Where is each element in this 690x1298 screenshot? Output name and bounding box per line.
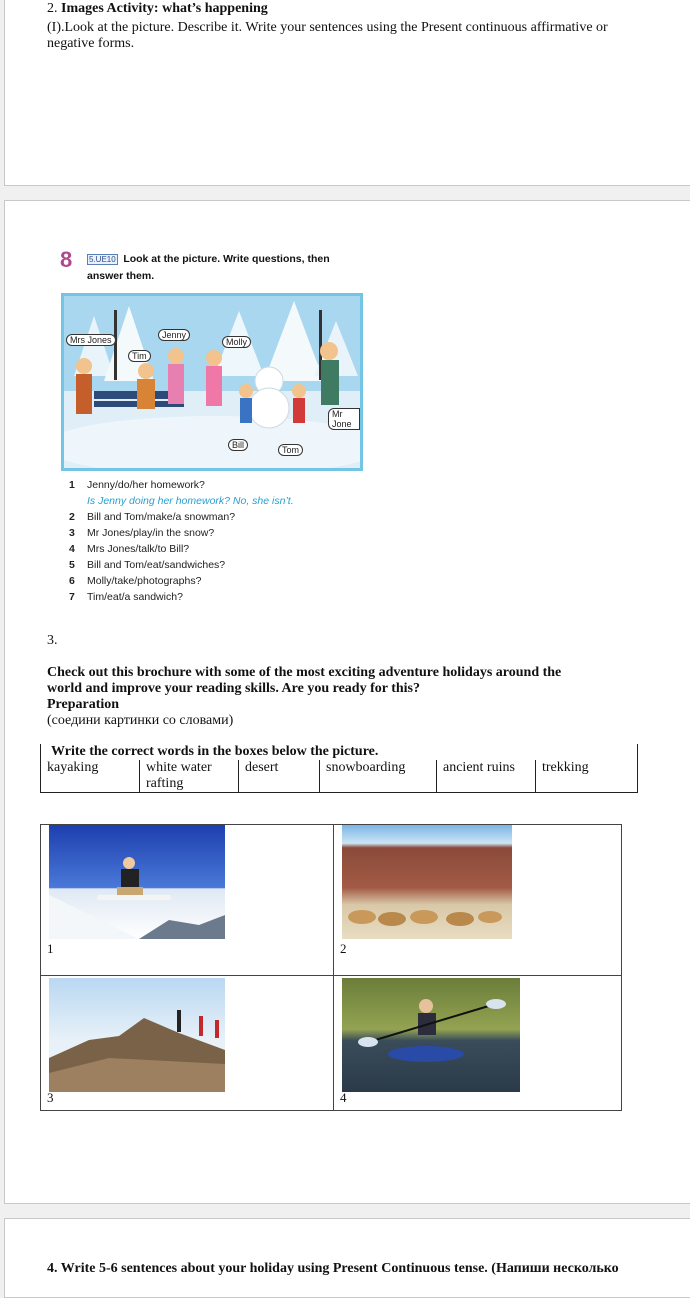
label-bill: Bill bbox=[228, 439, 248, 451]
snowboarding-photo bbox=[49, 825, 225, 939]
section-number: 2. bbox=[47, 1, 58, 16]
picture-grid bbox=[40, 824, 622, 1111]
exercise-number: 8 bbox=[60, 247, 73, 272]
winter-scene-drawing bbox=[64, 296, 360, 468]
section-3-intro: Check out this brochure with some of the most exciting adventure holidays around the world and improve your reading skills. Are you ready for this? Preparation (соедини картинки со словами) bbox=[47, 665, 647, 729]
word-cell: desert bbox=[239, 760, 320, 793]
trekking-photo bbox=[49, 978, 225, 1092]
word-table bbox=[40, 744, 638, 793]
label-tim: Tim bbox=[128, 350, 151, 362]
picture-number: 2 bbox=[340, 941, 347, 956]
question-answer: Is Jenny doing her homework? No, she isn’t. bbox=[87, 495, 294, 507]
russian-note: (соедини картинки со словами) bbox=[47, 713, 234, 728]
question-item: 6 Molly/take/photographs? bbox=[69, 575, 202, 587]
question-list bbox=[69, 477, 294, 605]
section-2-card bbox=[4, 0, 690, 186]
question-item: 3 Mr Jones/play/in the snow? bbox=[69, 527, 215, 539]
label-mr-jones: Mr Jone bbox=[328, 408, 360, 430]
picture-number: 4 bbox=[340, 1090, 347, 1105]
word-cell: kayaking bbox=[41, 760, 140, 793]
question-item: 7 Tim/eat/a sandwich? bbox=[69, 591, 183, 603]
label-tom: Tom bbox=[278, 444, 303, 456]
question-item: 5 Bill and Tom/eat/sandwiches? bbox=[69, 559, 226, 571]
question-item: 1 Jenny/do/her homework? bbox=[69, 479, 205, 491]
word-cell: snowboarding bbox=[320, 760, 437, 793]
desert-photo bbox=[342, 825, 512, 939]
section-title: Images Activity: what’s happening bbox=[61, 1, 268, 16]
exercise-instruction: 5.UE10 Look at the picture. Write questions, then answer them. bbox=[87, 253, 330, 282]
unit-badge: 5.UE10 bbox=[89, 255, 116, 264]
question-item: 2 Bill and Tom/make/a snowman? bbox=[69, 511, 236, 523]
picture-cell bbox=[41, 825, 334, 976]
section-2-instruction: (I).Look at the picture. Describe it. Write your sentences using the Present continuous affirmative or negative forms. bbox=[47, 20, 608, 51]
picture-number: 1 bbox=[47, 941, 54, 956]
section-4-text: 4. Write 5-6 sentences about your holiday using Present Continuous tense. (Напиши несколько bbox=[47, 1261, 619, 1276]
word-cell: trekking bbox=[536, 760, 638, 793]
picture-number: 3 bbox=[47, 1090, 54, 1105]
word-cell: white water rafting bbox=[140, 760, 239, 793]
section-2-heading bbox=[47, 1, 268, 17]
label-mrs-jones: Mrs Jones bbox=[66, 334, 116, 346]
picture-cell bbox=[334, 976, 622, 1111]
winter-park-illustration bbox=[61, 293, 363, 471]
question-item: 4 Mrs Jones/talk/to Bill? bbox=[69, 543, 190, 555]
picture-cell bbox=[41, 976, 334, 1111]
label-molly: Molly bbox=[222, 336, 251, 348]
picture-cell bbox=[334, 825, 622, 976]
kayaking-photo bbox=[342, 978, 520, 1092]
word-cell: ancient ruins bbox=[437, 760, 536, 793]
word-table-heading: Write the correct words in the boxes below the picture. bbox=[41, 744, 638, 760]
section-4-card bbox=[4, 1218, 690, 1298]
preparation-label: Preparation bbox=[47, 697, 120, 712]
label-jenny: Jenny bbox=[158, 329, 190, 341]
section-3-number: 3. bbox=[47, 633, 58, 648]
